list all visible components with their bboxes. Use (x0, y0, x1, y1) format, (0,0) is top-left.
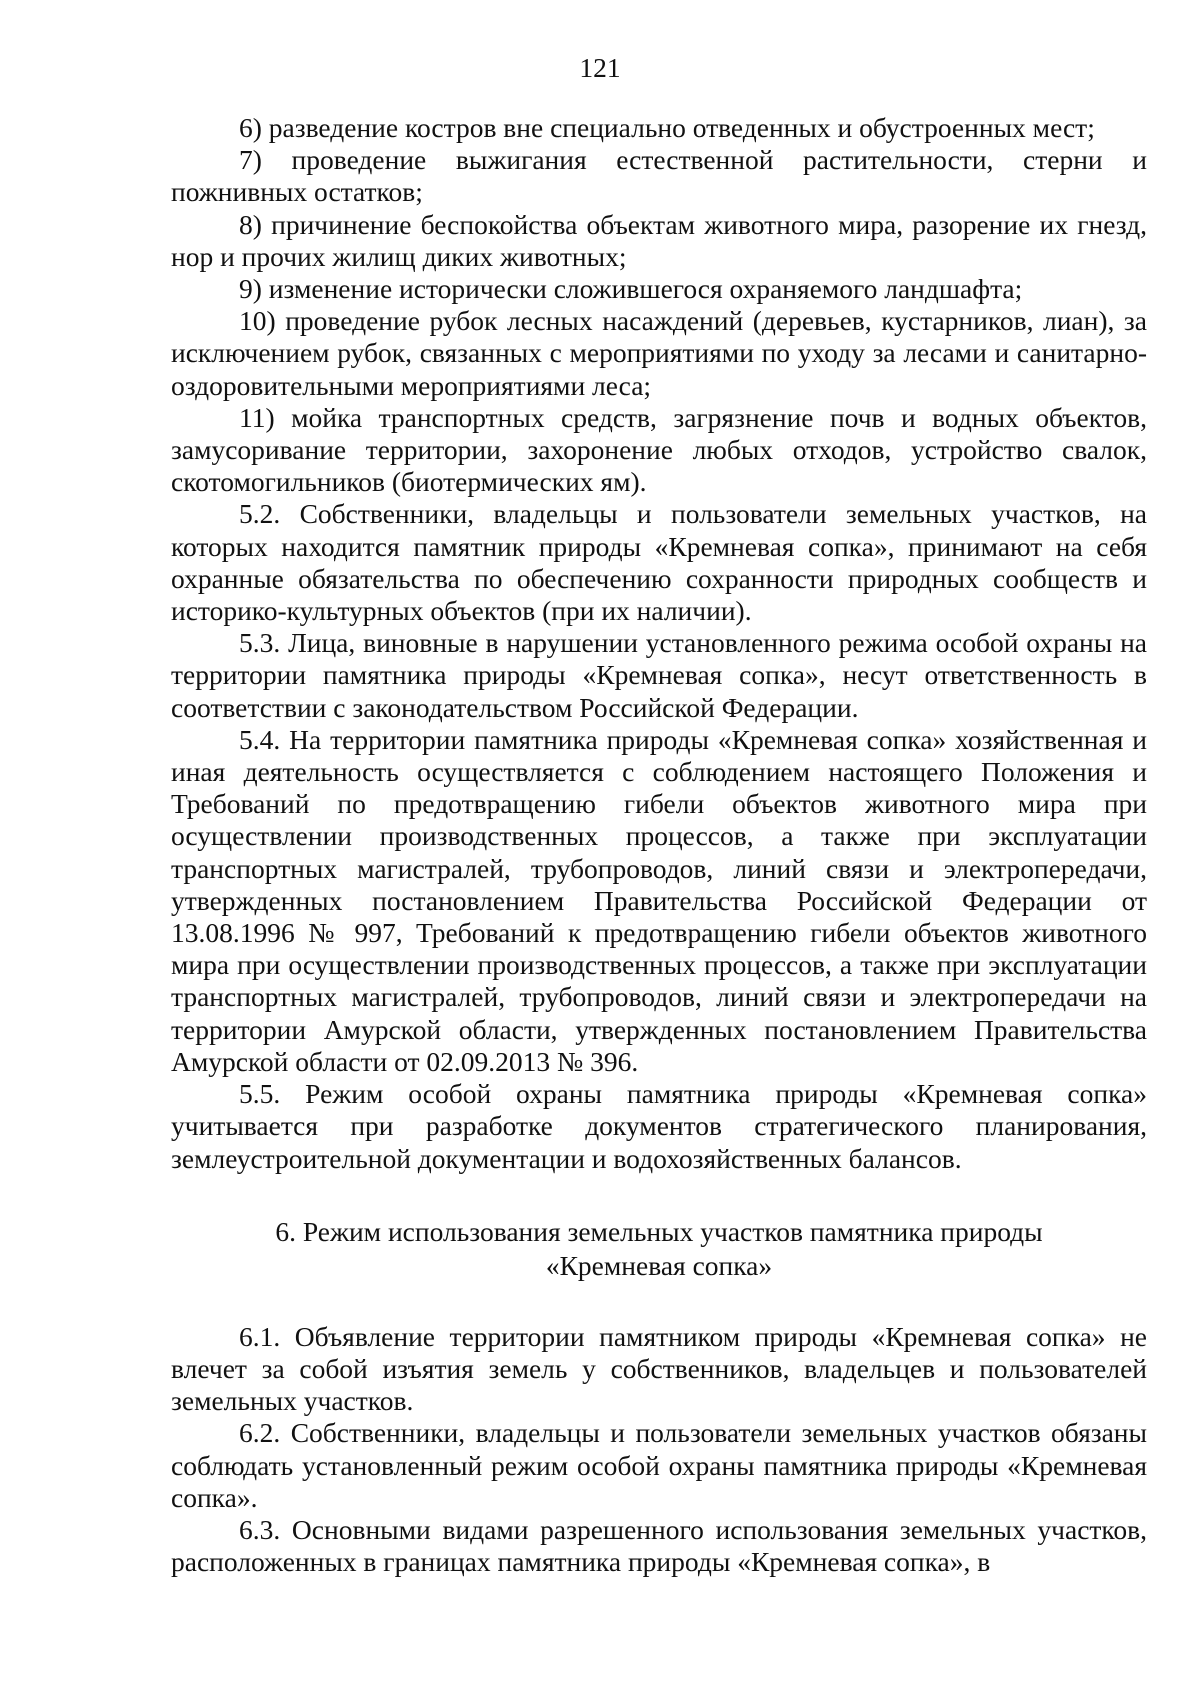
section-heading (231, 1215, 1087, 1283)
paragraph-item-6: 6) разведение костров вне специально отведенных и обустроенных мест; (239, 112, 1095, 143)
paragraph-5-5: 5.5. Режим особой охраны памятника природы «Кремневая сопка» учитывается при разработке документов стратегического планирования, землеустроительной документации и водохозяйственных балансов. (171, 1078, 1147, 1174)
paragraph-item-11: 11) мойка транспортных средств, загрязнение почв и водных объектов, замусоривание территории, захоронение любых отходов, устройство свалок, скотомогильников (биотермических ям). (171, 401, 1147, 498)
paragraph-6-1: 6.1. Объявление территории памятником природы «Кремневая сопка» не влечет за собой изъятия земель у собственников, владельцев и пользователей земельных участков. (171, 1320, 1147, 1417)
paragraph-5-2: 5.2. Собственники, владельцы и пользователи земельных участков, на которых находится памятник природы «Кремневая сопка», принимают на себя охранные обязательства по обеспечению сохранности природных сообществ и историко-культурных объектов (при их наличии). (171, 498, 1147, 627)
section-heading-line-1: 6. Режим использования земельных участков памятника природы (275, 1215, 1043, 1247)
document-body (171, 112, 1147, 1578)
paragraph-6-3: 6.3. Основными видами разрешенного использования земельных участков, расположенных в границах памятника природы «Кремневая сопка», в (171, 1513, 1147, 1578)
paragraph-item-9: 9) изменение исторически сложившегося охраняемого ландшафта; (239, 273, 1023, 305)
page-number: 121 (579, 52, 621, 83)
paragraph-item-7: 7) проведение выжигания естественной растительности, стерни и пожнивных остатков; (171, 144, 1147, 208)
section-heading-line-2: «Кремневая сопка» (545, 1249, 773, 1281)
paragraph-5-3: 5.3. Лица, виновные в нарушении установленного режима особой охраны на территории памятника природы «Кремневая сопка», несут ответственность в соответствии с законодательством Российской Федерации. (171, 627, 1147, 723)
paragraph-5-4: 5.4. На территории памятника природы «Кремневая сопка» хозяйственная и иная деятельность осуществляется с соблюдением настоящего Положения и Требований по предотвращению гибели объектов животного мира при осуществлении производственных процессов, а также при эксплуатации транспортных магистралей, трубопроводов, линий связи и электропередачи, утвержденных постановлением Правительства Российской Федерации от 13.08.1996 № 997, Требований к предотвращению гибели объектов животного мира при осуществлении производственных процессов, а также при эксплуатации транспортных магистралей, трубопроводов, линий связи и электропередачи на территории Амурской области, утвержденных постановлением Правительства Амурской области от 02.09.2013 № 396. (171, 723, 1147, 1077)
paragraph-6-2: 6.2. Собственники, владельцы и пользователи земельных участков обязаны соблюдать установленный режим особой охраны памятника природы «Кремневая сопка». (171, 1417, 1147, 1513)
paragraph-item-10: 10) проведение рубок лесных насаждений (деревьев, кустарников, лиан), за исключением рубок, связанных с мероприятиями по уходу за лесами и санитарно-оздоровительными мероприятиями леса; (171, 305, 1147, 401)
paragraph-item-8: 8) причинение беспокойства объектам животного мира, разорение их гнезд, нор и прочих жилищ диких животных; (171, 208, 1147, 272)
